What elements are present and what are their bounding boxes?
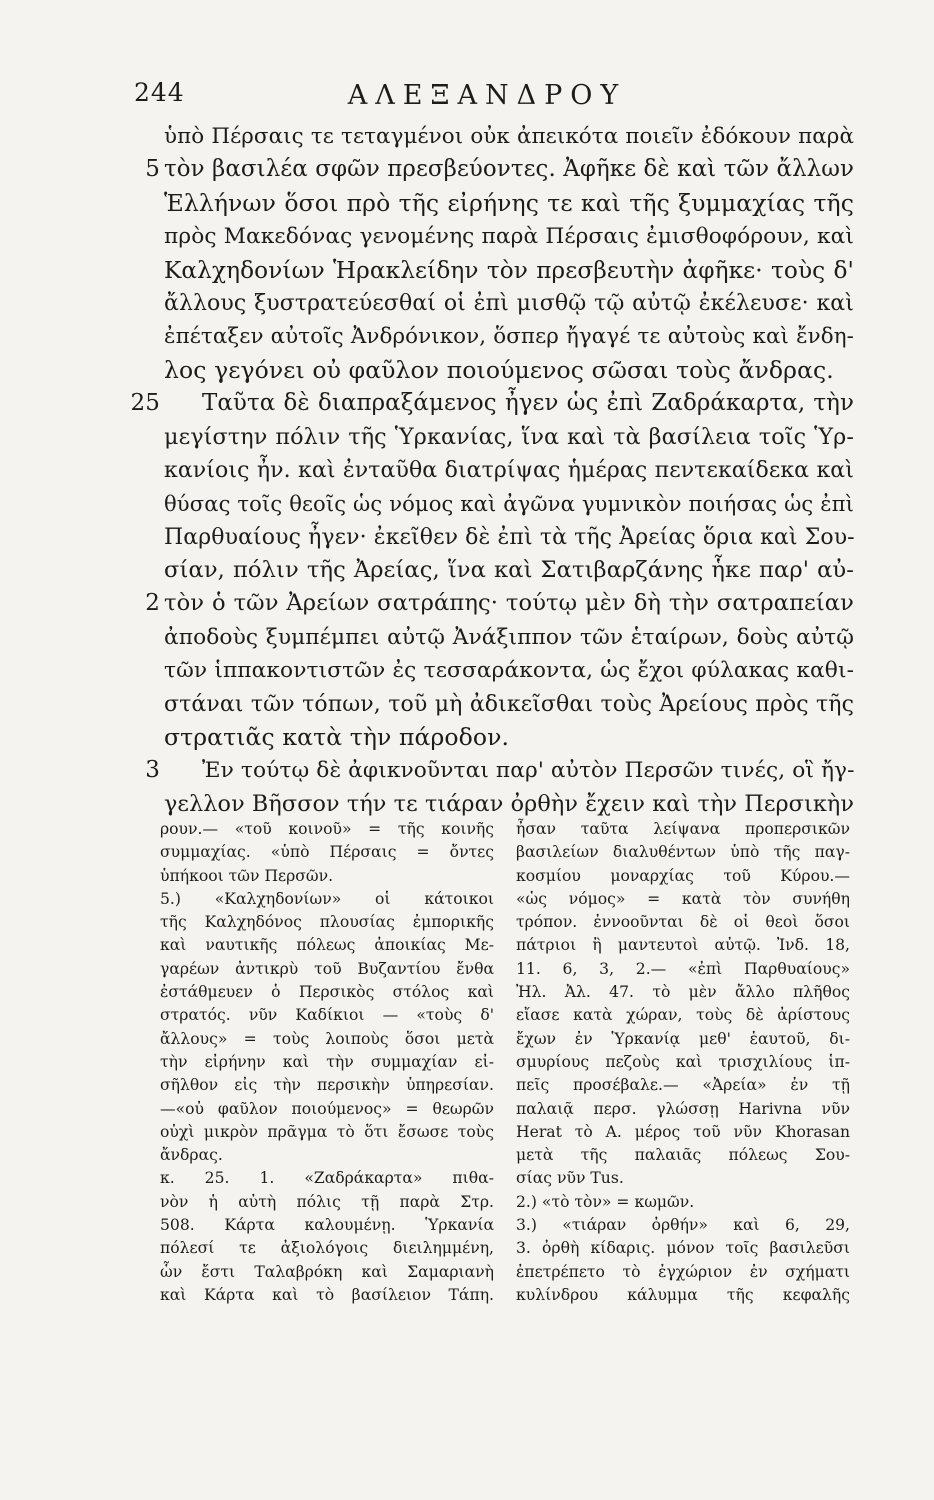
text-line xyxy=(164,487,854,520)
note-line: πάτριοι ἢ μαντευτοὶ αὐτῷ. Ἰνδ. 18, xyxy=(516,936,850,955)
text-line xyxy=(164,421,854,454)
text-line xyxy=(164,688,854,721)
note-line: νὸν ἡ αὐτὴ πόλις τῇ παρὰ Στρ. xyxy=(160,1192,494,1211)
line-text: πρὸς Μακεδόνας γενομένης παρὰ Πέρσαις ἐμισθοφόρουν, καὶ xyxy=(164,224,854,250)
note-line: 11. 6, 3, 2.— «ἐπὶ Παρθυαίους» xyxy=(516,959,850,978)
margin-number: 25 xyxy=(130,390,160,417)
note-line: καὶ Κάρτα καὶ τὸ βασίλειον Τάπη. xyxy=(160,1285,494,1304)
line-text: τὸν ὁ τῶν Ἀρείων σατράπης· τούτῳ μὲν δὴ τὴν σατραπείαν xyxy=(164,590,854,617)
note-line: ὑπήκοοι τῶν Περσῶν. xyxy=(160,866,334,885)
margin-number: 5 xyxy=(145,156,160,183)
note-line: σμυρίους πεζοὺς καὶ τρισχιλίους ἱπ- xyxy=(516,1052,850,1071)
note-line: γαρέων ἀντικρὺ τοῦ Βυζαντίου ἔνθα xyxy=(160,959,494,978)
text-line xyxy=(164,120,854,153)
text-line xyxy=(164,220,854,253)
note-line: «ὡς νόμος» = κατὰ τὸν συνήθη xyxy=(516,889,850,908)
text-line xyxy=(164,254,854,287)
footnotes-left-column xyxy=(160,818,494,1307)
line-text: τῶν ἱππακοντιστῶν ἐς τεσσαράκοντα, ὡς ἔχοι φύλακας καθι- xyxy=(164,658,854,684)
line-text: Ἐν τούτῳ δὲ ἀφικνοῦνται παρ' αὐτὸν Περσῶν τινές, οἳ ἤγ- xyxy=(202,758,855,784)
note-line: 3. ὀρθὴ κίδαρις. μόνον τοῖς βασιλεῦσι xyxy=(516,1239,850,1258)
note-line: παλαιᾷ περσ. γλώσσῃ Harivna νῦν xyxy=(516,1099,850,1118)
note-line: βασιλείων διαλυθέντων ὑπὸ τῆς παγ- xyxy=(516,843,850,862)
note-line: στρατός. νῦν Καδίκιοι — «τοὺς δ' xyxy=(160,1006,494,1025)
note-line: ἄνδρας. xyxy=(160,1146,223,1165)
line-text: σίαν, πόλιν τῆς Ἀρείας, ἵνα καὶ Σατιβαρζάνης ἧκε παρ' αὐ- xyxy=(164,557,854,584)
line-text: γελλον Βῆσσον τήν τε τιάραν ὀρθὴν ἔχειν καὶ τὴν Περσικὴν xyxy=(164,790,854,817)
line-text: λος γεγόνει οὐ φαῦλον ποιούμενος σῶσαι τοὺς ἄνδρας. xyxy=(164,355,834,384)
text-line xyxy=(145,587,854,620)
line-text: στάναι τῶν τόπων, τοῦ μὴ ἀδικεῖσθαι τοὺς Ἀρείους πρὸς τῆς xyxy=(164,691,854,717)
note-line: 5.) «Καλχηδονίων» οἱ κάτοικοι xyxy=(160,889,494,908)
text-line xyxy=(164,454,854,487)
text-line xyxy=(164,187,854,220)
text-line xyxy=(164,521,854,554)
running-title: ΑΛΕΞΑΝΔΡΟΥ xyxy=(347,80,627,111)
margin-number: 2 xyxy=(145,590,160,617)
note-line: Ἠλ. Ἀλ. 47. τὸ μὲν ἄλλο πλῆθος xyxy=(516,983,850,1002)
note-line: μετὰ τῆς παλαιᾶς πόλεως Σου- xyxy=(516,1146,850,1165)
note-line: κυλίνδρου κάλυμμα τῆς κεφαλῆς xyxy=(516,1285,850,1304)
note-line: —«οὐ φαῦλον ποιούμενος» = θεωρῶν xyxy=(160,1099,494,1118)
line-text: ἀποδοὺς ξυμπέμπει αὐτῷ Ἀνάξιππον τῶν ἑταίρων, δοὺς αὐτῷ xyxy=(164,624,854,650)
line-text: μεγίστην πόλιν τῆς Ὑρκανίας, ἵνα καὶ τὰ βασίλεια τοῖς Ὑρ- xyxy=(164,423,854,450)
footnotes-right-column xyxy=(516,818,850,1307)
note-line: Herat τὸ Α. μέρος τοῦ νῦν Khorasan xyxy=(516,1122,850,1141)
note-line: εἴασε κατὰ χώραν, τοὺς δὲ ἀρίστους xyxy=(516,1006,850,1025)
line-text: ἐπέταξεν αὐτοῖς Ἀνδρόνικον, ὅσπερ ἤγαγέ τε αὐτοὺς καὶ ἔνδη- xyxy=(164,324,854,350)
line-text: τὸν βασιλέα σφῶν πρεσβεύοντες. Ἀφῆκε δὲ καὶ τῶν ἄλλων xyxy=(164,156,855,183)
note-line: ἐστάθμευεν ὁ Περσικὸς στόλος καὶ xyxy=(160,983,494,1002)
page-number: 244 xyxy=(134,78,185,107)
note-line: κοσμίου μοναρχίας τοῦ Κύρου.— xyxy=(516,866,850,885)
note-line: 3.) «τιάραν ὀρθήν» καὶ 6, 29, xyxy=(516,1216,850,1235)
text-line xyxy=(164,788,854,821)
text-line xyxy=(164,654,854,687)
note-line: κ. 25. 1. «Ζαδράκαρτα» πιθα- xyxy=(160,1169,494,1188)
note-line: σίας νῦν Tus. xyxy=(516,1169,624,1188)
text-line xyxy=(164,721,854,754)
note-line: ἔχων ἐν Ὑρκανίᾳ μεθ' ἑαυτοῦ, δι- xyxy=(516,1029,850,1048)
note-line: πόλεσί τε ἀξιολόγοις διειλημμένη, xyxy=(160,1239,494,1258)
note-line: τρόπον. ἐννοοῦνται δὲ οἱ θεοὶ ὅσοι xyxy=(516,913,850,932)
text-line xyxy=(130,387,854,420)
line-text: θύσας τοῖς θεοῖς ὡς νόμος καὶ ἀγῶνα γυμνικὸν ποιήσας ὡς ἐπὶ xyxy=(164,491,854,517)
text-line xyxy=(164,320,854,353)
line-text: κανίοις ἦν. καὶ ἐνταῦθα διατρίψας ἡμέρας πεντεκαίδεκα καὶ xyxy=(164,457,854,483)
text-line xyxy=(164,287,854,320)
note-line: ὧν ἔστι Ταλαβρόκη καὶ Σαμαριανὴ xyxy=(160,1262,494,1281)
note-line: ρουν.— «τοῦ κοινοῦ» = τῆς κοινῆς xyxy=(160,820,494,838)
main-text xyxy=(130,120,855,821)
text-line xyxy=(145,153,855,186)
line-text: Ταῦτα δὲ διαπραξάμενος ἦγεν ὡς ἐπὶ Ζαδράκαρτα, τὴν xyxy=(202,390,854,417)
line-text: στρατιᾶς κατὰ τὴν πάροδον. xyxy=(164,723,510,752)
line-text: ὑπὸ Πέρσαις τε τεταγμένοι οὐκ ἀπεικότα ποιεῖν ἐδόκουν παρὰ xyxy=(164,124,854,149)
text-line xyxy=(145,754,855,787)
note-line: 2.) «τὸ τὸν» = κωμῶν. xyxy=(516,1192,695,1211)
note-line: συμμαχίας. «ὑπὸ Πέρσαις = ὄντες xyxy=(160,843,494,862)
note-line: τὴν εἰρήνην καὶ τὴν συμμαχίαν εἰ- xyxy=(160,1052,494,1071)
note-line: οὐχὶ μικρὸν πρᾶγμα τὸ ὅτι ἔσωσε τοὺς xyxy=(160,1122,494,1141)
margin-number: 3 xyxy=(145,757,160,784)
text-line xyxy=(164,354,854,387)
text-line xyxy=(164,621,854,654)
text-line xyxy=(164,554,854,587)
note-line: πεῖς προσέβαλε.— «Ἀρεία» ἐν τῇ xyxy=(516,1076,850,1095)
note-line: καὶ ναυτικῆς πόλεως ἀποικίας Με- xyxy=(160,936,494,955)
note-line: ἐπετρέπετο τὸ ἐγχώριον ἐν σχήματι xyxy=(516,1262,850,1281)
note-line: ἄλλους» = τοὺς λοιποὺς ὅσοι μετὰ xyxy=(160,1029,494,1048)
line-text: Παρθυαίους ἦγεν· ἐκεῖθεν δὲ ἐπὶ τὰ τῆς Ἀρείας ὅρια καὶ Σου- xyxy=(164,524,855,550)
note-line: σῆλθον εἰς τὴν περσικὴν ὑπηρεσίαν. xyxy=(160,1076,494,1095)
line-text: ἄλλους ξυστρατεύεσθαί οἱ ἐπὶ μισθῷ τῷ αὐτῷ ἐκέλευσε· καὶ xyxy=(164,290,854,316)
line-text: Καλχηδονίων Ἡρακλείδην τὸν πρεσβευτὴν ἀφῆκε· τοὺς δ' xyxy=(164,256,854,284)
note-line: τῆς Καλχηδόνος πλουσίας ἐμπορικῆς xyxy=(160,913,494,932)
note-line: 508. Κάρτα καλουμένῃ. Ὑρκανία xyxy=(160,1216,494,1235)
note-line: ἦσαν ταῦτα λείψανα προπερσικῶν xyxy=(516,820,850,838)
line-text: Ἑλλήνων ὅσοι πρὸ τῆς εἰρήνης τε καὶ τῆς ξυμμαχίας τῆς xyxy=(164,188,854,217)
